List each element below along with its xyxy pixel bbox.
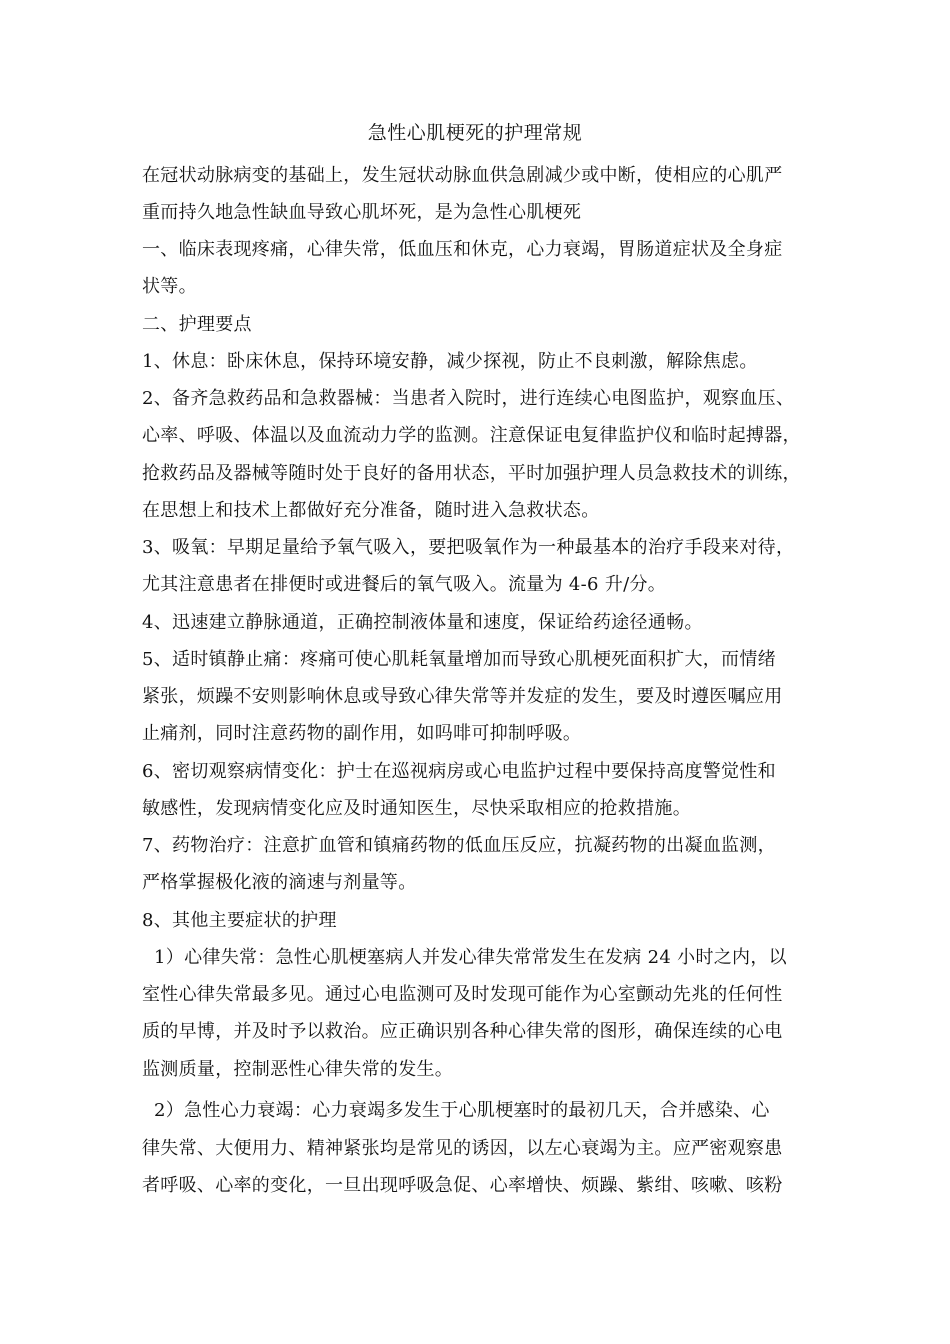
body-line: 1）心律失常：急性心肌梗塞病人并发心律失常常发生在发病 24 小时之内，以 <box>142 947 787 968</box>
body-line: 3、吸氧：早期足量给予氧气吸入，要把吸氧作为一种最基本的治疗手段来对待， <box>142 537 795 558</box>
body-line: 者呼吸、心率的变化，一旦出现呼吸急促、心率增快、烦躁、紫绀、咳嗽、咳粉 <box>142 1175 783 1196</box>
body-line: 抢救药品及器械等随时处于良好的备用状态，平时加强护理人员急救技术的训练， <box>142 463 801 484</box>
body-line: 室性心律失常最多见。通过心电监测可及时发现可能作为心室颤动先兆的任何性 <box>142 984 783 1005</box>
body-line: 5、适时镇静止痛：疼痛可使心肌耗氧量增加而导致心肌梗死面积扩大，而情绪 <box>142 649 776 670</box>
body-line: 在冠状动脉病变的基础上，发生冠状动脉血供急剧减少或中断，使相应的心肌严 <box>142 165 783 186</box>
body-line: 状等。 <box>142 276 197 297</box>
body-line: 在思想上和技术上都做好充分准备，随时进入急救状态。 <box>142 500 600 521</box>
body-line: 质的早博，并及时予以救治。应正确识别各种心律失常的图形，确保连续的心电 <box>142 1021 783 1042</box>
body-line: 8、其他主要症状的护理 <box>142 910 337 931</box>
body-line: 4、迅速建立静脉通道，正确控制液体量和速度，保证给药途径通畅。 <box>142 612 703 633</box>
body-line: 敏感性，发现病情变化应及时通知医生，尽快采取相应的抢救措施。 <box>142 798 691 819</box>
body-line: 一、临床表现疼痛，心律失常，低血压和休克，心力衰竭，胃肠道症状及全身症 <box>142 239 783 260</box>
body-line: 紧张，烦躁不安则影响休息或导致心律失常等并发症的发生，要及时遵医嘱应用 <box>142 686 783 707</box>
body-line: 2、备齐急救药品和急救器械：当患者入院时，进行连续心电图监护，观察血压、 <box>142 388 795 409</box>
body-line: 1、休息：卧床休息，保持环境安静，减少探视，防止不良刺激，解除焦虑。 <box>142 351 758 372</box>
section-heading: 二、护理要点 <box>142 314 252 335</box>
document-title: 急性心肌梗死的护理常规 <box>367 122 583 144</box>
body-line: 重而持久地急性缺血导致心肌坏死，是为急性心肌梗死 <box>142 202 582 223</box>
body-line: 律失常、大便用力、精神紧张均是常见的诱因，以左心衰竭为主。应严密观察患 <box>142 1138 783 1159</box>
body-line: 2）急性心力衰竭：心力衰竭多发生于心肌梗塞时的最初几天，合并感染、心 <box>142 1100 770 1121</box>
body-line: 心率、呼吸、体温以及血流动力学的监测。注意保证电复律监护仪和临时起搏器， <box>142 425 801 446</box>
body-line: 7、药物治疗：注意扩血管和镇痛药物的低血压反应，抗凝药物的出凝血监测， <box>142 835 776 856</box>
body-line: 监测质量，控制恶性心律失常的发生。 <box>142 1059 454 1080</box>
body-line: 6、密切观察病情变化：护士在巡视病房或心电监护过程中要保持高度警觉性和 <box>142 761 776 782</box>
body-line: 止痛剂，同时注意药物的副作用，如吗啡可抑制呼吸。 <box>142 723 582 744</box>
body-line: 严格掌握极化液的滴速与剂量等。 <box>142 872 417 893</box>
body-line: 尤其注意患者在排便时或进餐后的氧气吸入。流量为 4-6 升/分。 <box>142 574 667 595</box>
